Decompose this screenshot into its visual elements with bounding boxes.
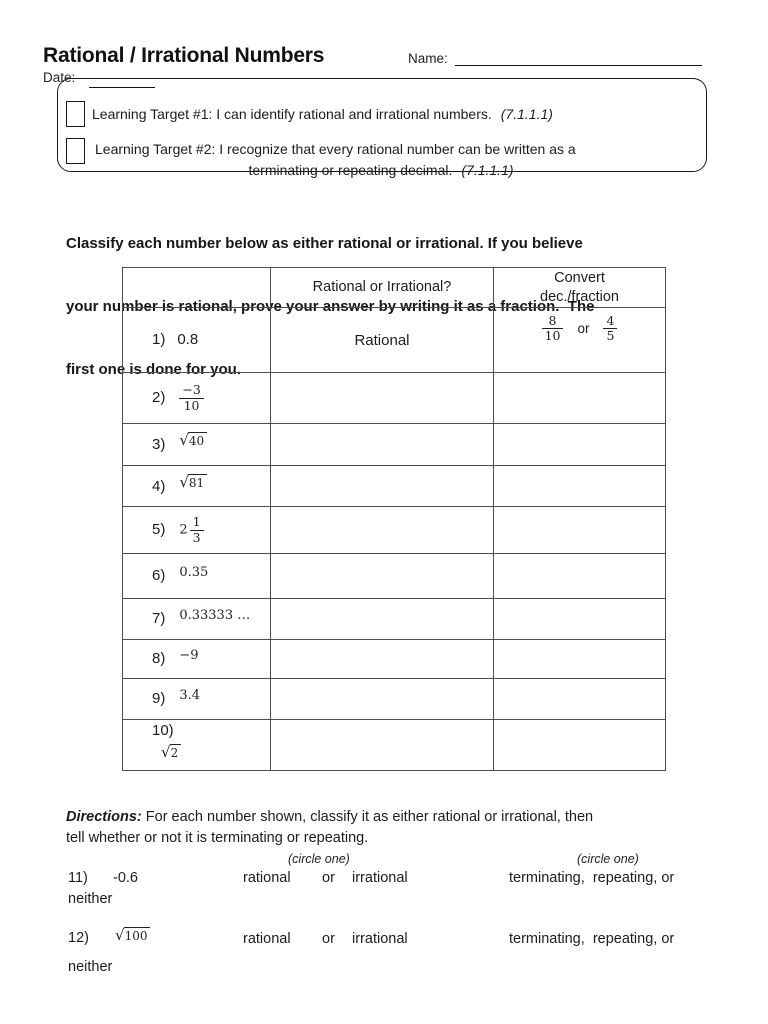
item12-option-terminating[interactable]: terminating, repeating, or [509,931,675,947]
date-label: Date: [43,70,76,85]
row10-convert-cell[interactable] [494,720,666,771]
row7-number-cell [123,599,271,640]
row9-value: 3.4 [179,688,201,703]
radical-sign: √ [179,472,189,491]
row4-sqrt: √81 [179,473,207,491]
item11-option-or: or [322,870,335,886]
row6-value: 0.35 [179,565,209,580]
circle-one-label-left: (circle one) [288,852,350,866]
learning-targets-box [57,78,707,172]
row3-convert-cell[interactable] [494,424,666,466]
item12-option-neither[interactable]: neither [68,959,113,975]
directions-label: Directions: [66,809,142,825]
row8-number-cell [123,640,271,679]
header-cell-rational: Rational or Irrational? [271,268,494,308]
item12-value-sqrt: √100 [115,925,150,944]
row9-number-cell [123,679,271,720]
item11-option-rational[interactable]: rational [243,870,291,886]
learning-target-1-code: (7.1.1.1) [500,106,553,122]
table-row [123,466,666,507]
item11-option-irrational[interactable]: irrational [352,870,408,886]
row6-convert-cell[interactable] [494,554,666,599]
table-row [123,640,666,679]
row6-classification-cell[interactable] [271,554,494,599]
row7-label: 7) [152,610,166,627]
table-header-row [123,268,666,308]
row1-number-cell [123,308,271,373]
row9-label: 9) [152,690,166,707]
row2-fraction: $\frac{-3}{10}$ [179,383,203,413]
instructions-line3: first one is done for you. [66,361,242,378]
row2-number-cell [123,373,271,424]
name-label: Name: [408,51,448,66]
row10-number-cell [123,720,271,771]
learning-target-2-code: (7.1.1.1) [461,162,514,178]
row5-fraction: $\frac{1}{3}$ [190,515,204,545]
row10-sqrt: √2 [161,742,181,761]
table-row [123,599,666,640]
learning-target-1-checkbox[interactable] [66,101,85,127]
table-row [123,554,666,599]
radical-sign: √ [161,743,171,761]
row4-convert-cell[interactable] [494,466,666,507]
learning-target-2-line1: Learning Target #2: I recognize that every rational number can be written as a [95,141,576,157]
row10-label: 10) [152,722,174,739]
item12-option-rational[interactable]: rational [243,931,291,947]
row8-value: −9 [179,648,199,663]
row8-classification-cell[interactable] [271,640,494,679]
table-row [123,308,666,373]
name-blank-line[interactable] [455,64,702,66]
row1-convert-cell [494,308,666,373]
row5-classification-cell[interactable] [271,507,494,554]
header-convert-line1: Convert [554,269,605,286]
row8-convert-cell[interactable] [494,640,666,679]
learning-target-2-checkbox[interactable] [66,138,85,164]
row2-convert-cell[interactable] [494,373,666,424]
item11-option-neither[interactable]: neither [68,891,113,907]
radical-sign: √ [115,926,125,944]
row7-classification-cell[interactable] [271,599,494,640]
directions-text1: For each number shown, classify it as either rational or irrational, then [141,809,594,825]
item12-label: 12) [68,930,89,946]
item11-label: 11) [68,870,88,886]
row10-classification-cell[interactable] [271,720,494,771]
row1-classification-cell: Rational [271,308,494,373]
row2-label: 2) [152,389,166,407]
row1-value: 0.8 [177,331,199,348]
row5-mixed-number [179,515,203,545]
row7-value: 0.33333 … [179,608,251,623]
row8-label: 8) [152,650,166,667]
table-row [123,424,666,466]
header-convert-line2: dec./fraction [540,288,619,305]
item11-option-terminating[interactable]: terminating, repeating, or [509,870,675,886]
row4-classification-cell[interactable] [271,466,494,507]
instructions-line2: your number is rational, prove your answer by writing it as a fraction. The [66,298,595,315]
header-cell-convert [494,268,666,308]
item11-value: -0.6 [113,870,138,886]
row5-label: 5) [152,520,166,538]
row2-classification-cell[interactable] [271,373,494,424]
learning-target-1 [92,106,553,122]
fraction-8-10: $\frac{8}{10}$ [542,314,564,344]
table-row [123,507,666,554]
row4-number-cell [123,466,271,507]
item12-option-or: or [322,931,335,947]
table-row [123,720,666,771]
learning-target-2-line2 [57,162,705,178]
row3-number-cell [123,424,271,466]
row3-sqrt: √40 [179,431,207,449]
row5-convert-cell[interactable] [494,507,666,554]
row6-number-cell [123,554,271,599]
learning-target-2-line2-text: terminating or repeating decimal. [248,162,453,178]
directions-line1 [66,809,593,825]
row9-classification-cell[interactable] [271,679,494,720]
table-row [123,373,666,424]
item12-option-irrational[interactable]: irrational [352,931,408,947]
fraction-4-5: $\frac{4}{5}$ [603,314,617,344]
row5-whole: 2 [179,522,188,538]
circle-one-label-right: (circle one) [577,852,639,866]
instructions-line1: Classify each number below as either rational or irrational. If you believe [66,235,583,252]
page-title: Rational / Irrational Numbers [43,44,325,67]
row6-label: 6) [152,567,166,584]
row5-number-cell [123,507,271,554]
row3-label: 3) [152,436,166,453]
or-word: or [577,321,590,337]
table-row [123,679,666,720]
radical-sign: √ [179,431,189,449]
row9-convert-cell[interactable] [494,679,666,720]
directions-line2: tell whether or not it is terminating or repeating. [66,830,369,846]
row4-label: 4) [152,477,166,495]
classification-table [122,267,666,771]
row7-convert-cell[interactable] [494,599,666,640]
row3-classification-cell[interactable] [271,424,494,466]
row1-label: 1) [152,331,166,348]
header-cell-empty [123,268,271,308]
learning-target-1-text: Learning Target #1: I can identify rational and irrational numbers. [92,106,492,122]
